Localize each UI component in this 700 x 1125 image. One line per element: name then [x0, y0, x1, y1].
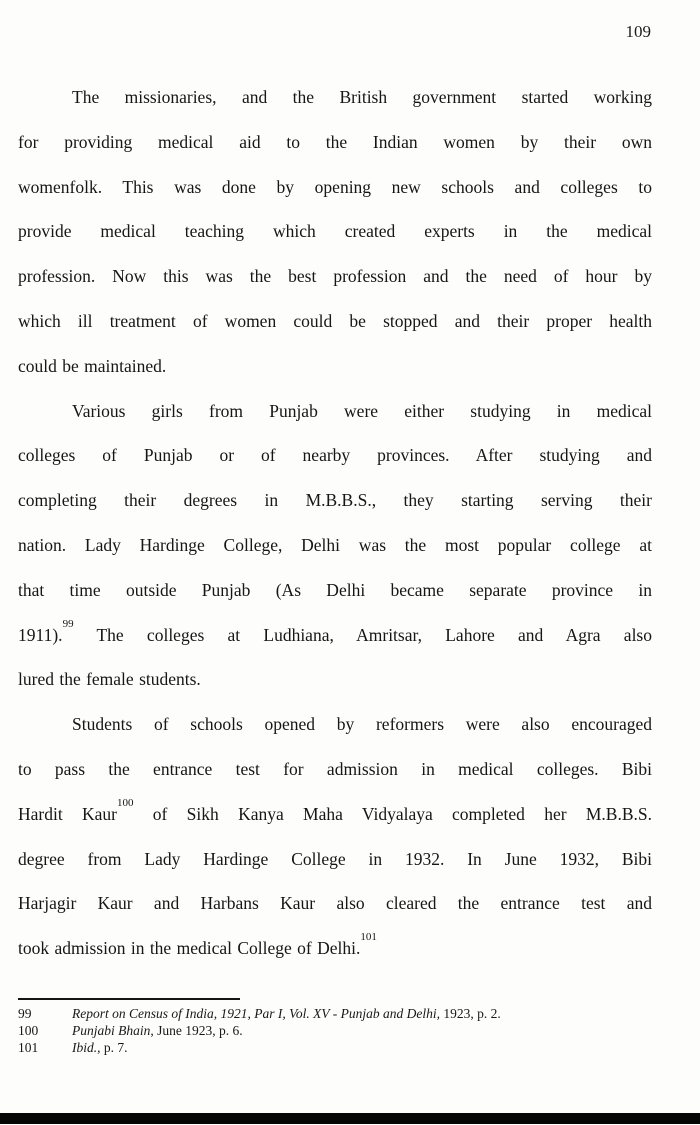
footnote-ref-100: 100 — [117, 796, 134, 809]
footnote-separator — [18, 998, 240, 1000]
footnote-detail: , p. 7. — [97, 1039, 128, 1055]
footnote-source — [72, 1040, 128, 1057]
body-line: could be maintained. — [18, 355, 167, 376]
footnote-source — [72, 1023, 243, 1040]
footnote-number: 99 — [18, 1006, 32, 1021]
body-line: to pass the entrance test for admission in medical colleges. Bibi — [18, 758, 652, 779]
body-line: The missionaries, and the British government started working — [72, 87, 652, 107]
body-line: Harjagir Kaur and Harbans Kaur also cleared the entrance test and — [18, 893, 652, 914]
footnote-item — [18, 1006, 658, 1023]
footnotes — [18, 1006, 658, 1057]
body-line-text: of Sikh Kanya Maha Vidyalaya completed her M.B.B.S. — [133, 803, 652, 824]
body-line: colleges of Punjab or of nearby provinces. After studying and — [18, 445, 652, 466]
body-line: which ill treatment of women could be stopped and their proper health — [18, 310, 652, 331]
body-line-text: Hardit Kaur — [18, 803, 117, 824]
body-line — [18, 613, 652, 658]
footnote-item — [18, 1040, 658, 1057]
body-line: completing their degrees in M.B.B.S., they starting serving their — [18, 490, 652, 511]
paragraph — [18, 75, 652, 389]
body-line — [18, 792, 652, 837]
body-line: womenfolk. This was done by opening new schools and colleges to — [18, 176, 652, 197]
page-number: 109 — [625, 22, 651, 41]
body-line: Students of schools opened by reformers were also encouraged — [72, 714, 652, 735]
footnote-item — [18, 1023, 658, 1040]
body-line: profession. Now this was the best profession and the need of hour by — [18, 266, 652, 287]
body-line: lured the female students. — [18, 669, 201, 690]
body-line: Various girls from Punjab were either studying in medical — [72, 400, 652, 421]
body-line: that time outside Punjab (As Delhi became separate province in — [18, 579, 652, 600]
body-text — [18, 75, 652, 971]
footnote-ref-99: 99 — [62, 617, 74, 630]
footnote-number: 100 — [18, 1022, 39, 1038]
scan-edge-artifact — [0, 1113, 700, 1124]
footnote-ref-101: 101 — [360, 931, 377, 944]
body-line: degree from Lady Hardinge College in 1932. In June 1932, Bibi — [18, 848, 652, 869]
footnote-title: Ibid. — [72, 1039, 98, 1055]
footnote-detail: 1923, p. 2. — [439, 1006, 501, 1021]
paragraph — [18, 702, 652, 971]
footnote-source — [72, 1006, 501, 1023]
body-line-text: took admission in the medical College of Delhi. — [18, 938, 361, 959]
footnote-title: Punjabi Bhain — [72, 1022, 151, 1038]
footnote-detail: , June 1923, p. 6. — [150, 1022, 243, 1038]
body-line — [18, 926, 652, 971]
body-line: provide medical teaching which created experts in the medical — [18, 221, 652, 242]
paragraph — [18, 389, 652, 703]
footnote-number: 101 — [18, 1039, 39, 1055]
body-line-text: 1911). — [18, 624, 63, 645]
body-line: for providing medical aid to the Indian women by their own — [18, 131, 652, 152]
body-line-text: The colleges at Ludhiana, Amritsar, Lahore and Agra also — [73, 624, 652, 645]
footnote-title: Report on Census of India, 1921, Par I, Vol. XV - Punjab and Delhi, — [72, 1006, 440, 1021]
body-line: nation. Lady Hardinge College, Delhi was the most popular college at — [18, 534, 652, 555]
